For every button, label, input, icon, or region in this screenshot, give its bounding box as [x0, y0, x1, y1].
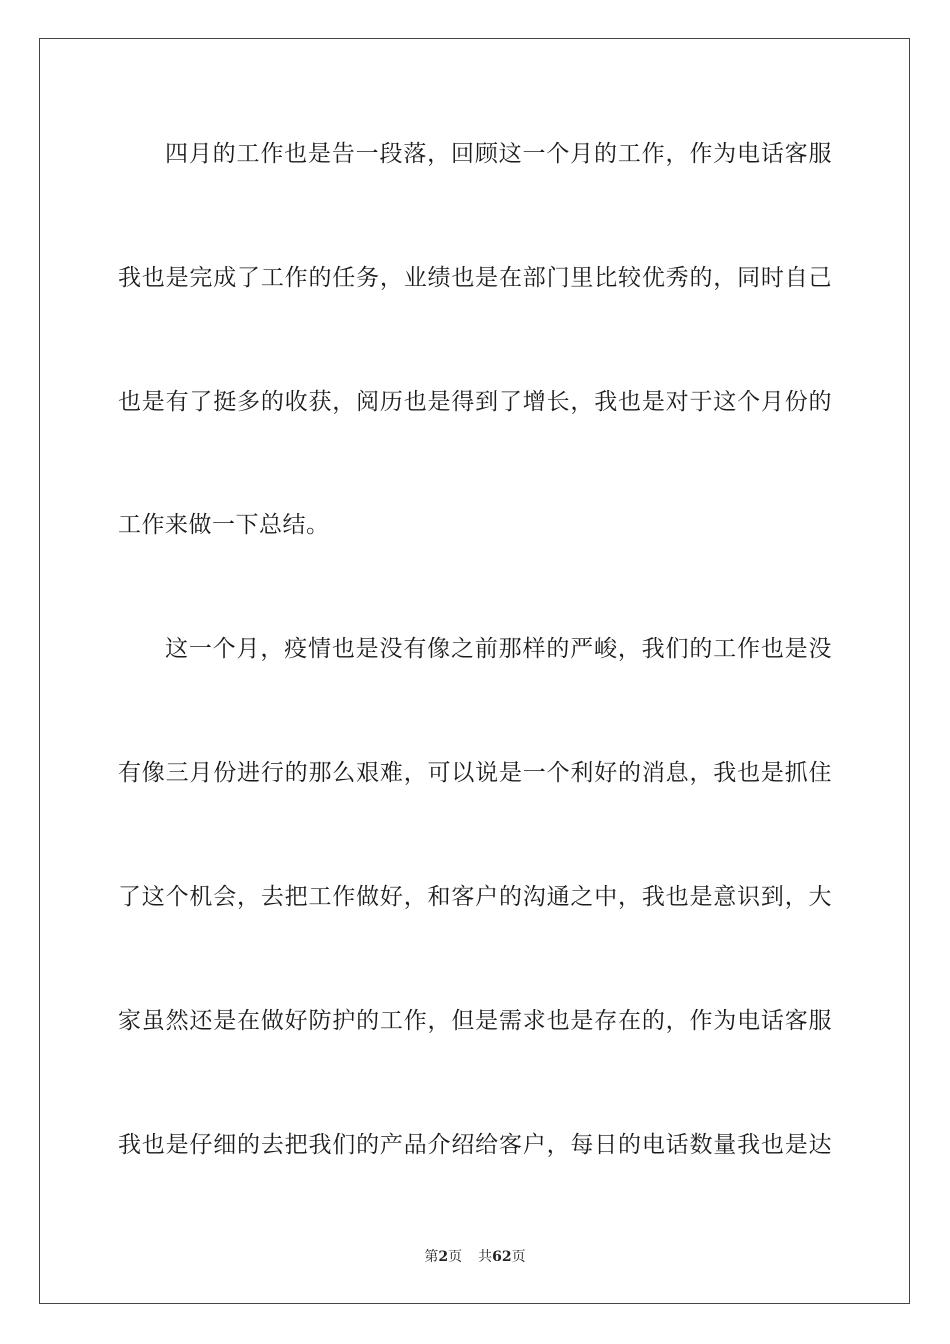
paragraph-1-line-1: 四月的工作也是告一段落，回顾这一个月的工作，作为电话客服 [165, 141, 832, 167]
paragraph-2-line-2: 有像三月份进行的那么艰难，可以说是一个利好的消息，我也是抓住 [118, 760, 832, 786]
paragraph-2-line-1: 这一个月，疫情也是没有像之前那样的严峻，我们的工作也是没 [165, 636, 832, 662]
paragraph-1-line-4: 工作来做一下总结。 [118, 512, 330, 538]
page-footer [0, 1247, 950, 1267]
paragraph-2-line-5: 我也是仔细的去把我们的产品介绍给客户，每日的电话数量我也是达 [118, 1132, 832, 1158]
total-suffix: 页 [511, 1249, 526, 1265]
paragraph-2-line-4: 家虽然还是在做好防护的工作，但是需求也是存在的，作为电话客服 [118, 1008, 832, 1034]
page-number: 2 [438, 1249, 449, 1265]
page-prefix: 第 [424, 1249, 439, 1265]
paragraph-2-line-3: 了这个机会，去把工作做好，和客户的沟通之中，我也是意识到，大 [118, 884, 832, 910]
paragraph-1-line-3: 也是有了挺多的收获，阅历也是得到了增长，我也是对于这个月份的 [118, 389, 832, 415]
total-pages: 62 [492, 1249, 512, 1265]
total-prefix: 共 [478, 1249, 493, 1265]
page-suffix: 页 [448, 1249, 463, 1265]
paragraph-1-line-2: 我也是完成了工作的任务，业绩也是在部门里比较优秀的，同时自己 [118, 265, 832, 291]
page-border [39, 38, 910, 1304]
